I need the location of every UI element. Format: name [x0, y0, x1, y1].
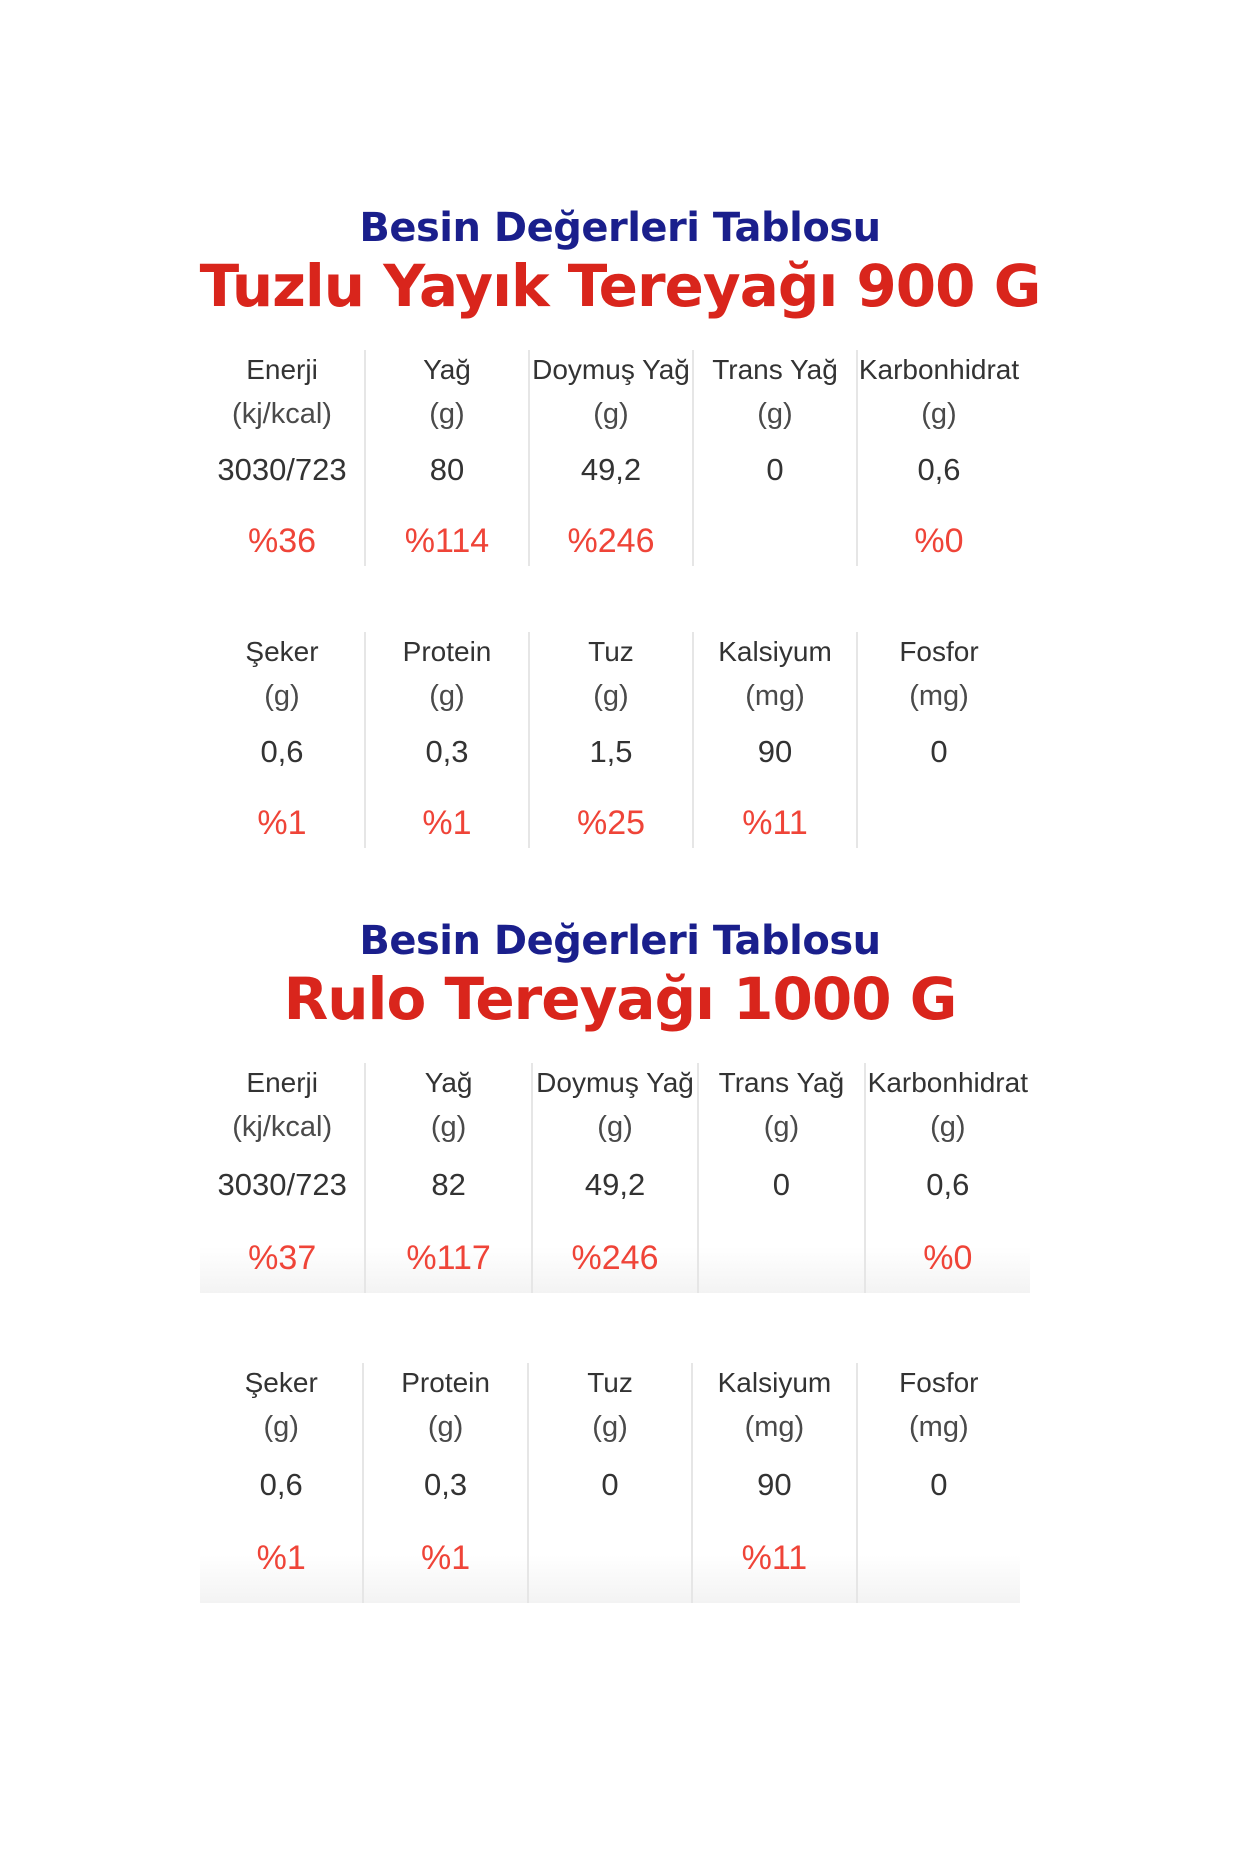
nutrient-cell-tuz — [528, 632, 692, 848]
nutrition-row-2 — [200, 1363, 1020, 1603]
nutrient-value: 0 — [930, 734, 948, 769]
nutrient-cell-doymus-yag — [528, 350, 692, 566]
nutrient-unit: (g) — [264, 680, 300, 712]
nutrient-percent: %0 — [914, 522, 964, 560]
nutrient-percent: %114 — [404, 522, 490, 560]
nutrient-percent: %1 — [421, 1539, 471, 1577]
table-2-product-title: Rulo Tereyağı 1000 G — [283, 965, 957, 1033]
nutrient-cell-karbonhidrat — [864, 1063, 1030, 1293]
nutrient-name: Enerji — [246, 1067, 318, 1098]
nutrient-name: Şeker — [245, 636, 319, 667]
nutrient-percent: %246 — [567, 522, 655, 560]
nutrient-value: 90 — [757, 1467, 792, 1502]
nutrient-value: 90 — [757, 734, 793, 769]
nutrient-value: 1,5 — [589, 734, 633, 769]
nutrient-value: 0 — [601, 1467, 619, 1502]
nutrient-unit: (mg) — [909, 680, 969, 712]
nutrition-table-1 — [200, 350, 1020, 850]
nutrient-percent: %37 — [248, 1239, 317, 1277]
nutrient-unit: (g) — [763, 1111, 800, 1143]
table-2-subtitle: Besin Değerleri Tablosu — [359, 918, 881, 964]
nutrient-name: Protein — [401, 1367, 490, 1398]
nutrient-value: 3030/723 — [217, 1167, 347, 1202]
nutrient-name: Karbonhidrat — [867, 1067, 1028, 1098]
nutrient-name: Karbonhidrat — [858, 354, 1020, 385]
nutrition-table-2 — [200, 1063, 1030, 1623]
nutrient-unit: (g) — [429, 398, 465, 430]
nutrient-value: 0,6 — [259, 1467, 303, 1502]
nutrient-percent: %1 — [422, 804, 472, 842]
nutrition-row-1 — [200, 1063, 1030, 1293]
nutrient-value: 0,3 — [425, 734, 469, 769]
nutrient-percent: %1 — [256, 1539, 306, 1577]
nutrient-cell-yag — [364, 1063, 530, 1293]
nutrient-unit: (kj/kcal) — [232, 398, 332, 430]
nutrient-value: 0 — [930, 1467, 948, 1502]
nutrient-unit: (mg) — [744, 1411, 805, 1443]
nutrition-row-2 — [200, 632, 1020, 848]
nutrient-name: Şeker — [244, 1367, 318, 1398]
nutrient-unit: (g) — [921, 398, 957, 430]
nutrient-name: Tuz — [587, 1367, 633, 1398]
nutrient-name: Kalsiyum — [718, 636, 832, 667]
nutrient-percent: %1 — [257, 804, 307, 842]
nutrient-value: 3030/723 — [217, 452, 347, 487]
nutrient-name: Kalsiyum — [717, 1367, 832, 1398]
nutrient-name: Enerji — [246, 354, 318, 385]
nutrient-cell-trans-yag — [692, 350, 856, 566]
nutrient-unit: (g) — [427, 1411, 464, 1443]
nutrient-unit: (g) — [430, 1111, 467, 1143]
nutrient-cell-enerji — [200, 350, 364, 566]
nutrient-name: Yağ — [423, 354, 471, 385]
nutrient-cell-seker — [200, 632, 364, 848]
nutrient-name: Doymuş Yağ — [536, 1067, 694, 1098]
nutrient-cell-yag — [364, 350, 528, 566]
nutrient-unit: (g) — [597, 1111, 633, 1143]
nutrient-name: Protein — [402, 636, 492, 667]
nutrient-percent: %246 — [571, 1239, 659, 1277]
nutrient-name: Trans Yağ — [712, 354, 838, 385]
table-1-product-title: Tuzlu Yayık Tereyağı 900 G — [199, 252, 1041, 320]
nutrient-cell-doymus-yag — [531, 1063, 697, 1293]
nutrient-unit: (g) — [593, 680, 629, 712]
table-1-subtitle: Besin Değerleri Tablosu — [359, 205, 881, 251]
nutrient-unit: (mg) — [909, 1411, 969, 1443]
nutrition-row-1 — [200, 350, 1020, 566]
nutrient-cell-enerji — [200, 1063, 364, 1293]
nutrient-name: Doymuş Yağ — [532, 354, 690, 385]
nutrient-value: 0 — [772, 1167, 791, 1202]
nutrient-percent: %117 — [406, 1239, 491, 1277]
nutrient-percent: %36 — [247, 522, 317, 560]
nutrient-cell-protein — [362, 1363, 526, 1603]
nutrient-value: 0,6 — [926, 1167, 970, 1202]
nutrient-percent: %11 — [742, 804, 808, 842]
nutrient-unit: (g) — [263, 1411, 299, 1443]
nutrient-name: Fosfor — [899, 1367, 979, 1398]
nutrient-value: 82 — [431, 1167, 466, 1202]
nutrient-unit: (g) — [757, 398, 793, 430]
nutrient-value: 49,2 — [584, 1167, 646, 1202]
nutrient-cell-trans-yag — [697, 1063, 863, 1293]
nutrient-value: 49,2 — [580, 452, 642, 487]
nutrient-value: 0,3 — [424, 1467, 468, 1502]
nutrient-unit: (g) — [930, 1111, 966, 1143]
nutrient-unit: (kj/kcal) — [232, 1111, 333, 1143]
nutrient-name: Fosfor — [899, 636, 979, 667]
nutrient-percent: %11 — [741, 1539, 808, 1577]
nutrient-cell-karbonhidrat — [856, 350, 1020, 566]
nutrient-name: Tuz — [588, 636, 634, 667]
nutrient-cell-kalsiyum — [691, 1363, 855, 1603]
nutrient-unit: (g) — [593, 398, 629, 430]
nutrient-name: Yağ — [424, 1067, 473, 1098]
nutrient-value: 0,6 — [260, 734, 304, 769]
nutrient-percent: %25 — [576, 804, 646, 842]
nutrient-percent: %0 — [923, 1239, 973, 1277]
nutrient-value: 80 — [429, 452, 465, 487]
nutrient-unit: (g) — [429, 680, 465, 712]
nutrient-unit: (mg) — [745, 680, 805, 712]
nutrient-value: 0,6 — [917, 452, 961, 487]
nutrient-cell-seker — [200, 1363, 362, 1603]
nutrient-value: 0 — [766, 452, 784, 487]
nutrient-cell-protein — [364, 632, 528, 848]
nutrient-cell-kalsiyum — [692, 632, 856, 848]
nutrient-cell-tuz — [527, 1363, 691, 1603]
nutrient-cell-fosfor — [856, 632, 1020, 848]
nutrient-cell-fosfor — [856, 1363, 1020, 1603]
nutrient-name: Trans Yağ — [718, 1067, 845, 1098]
nutrient-unit: (g) — [592, 1411, 628, 1443]
